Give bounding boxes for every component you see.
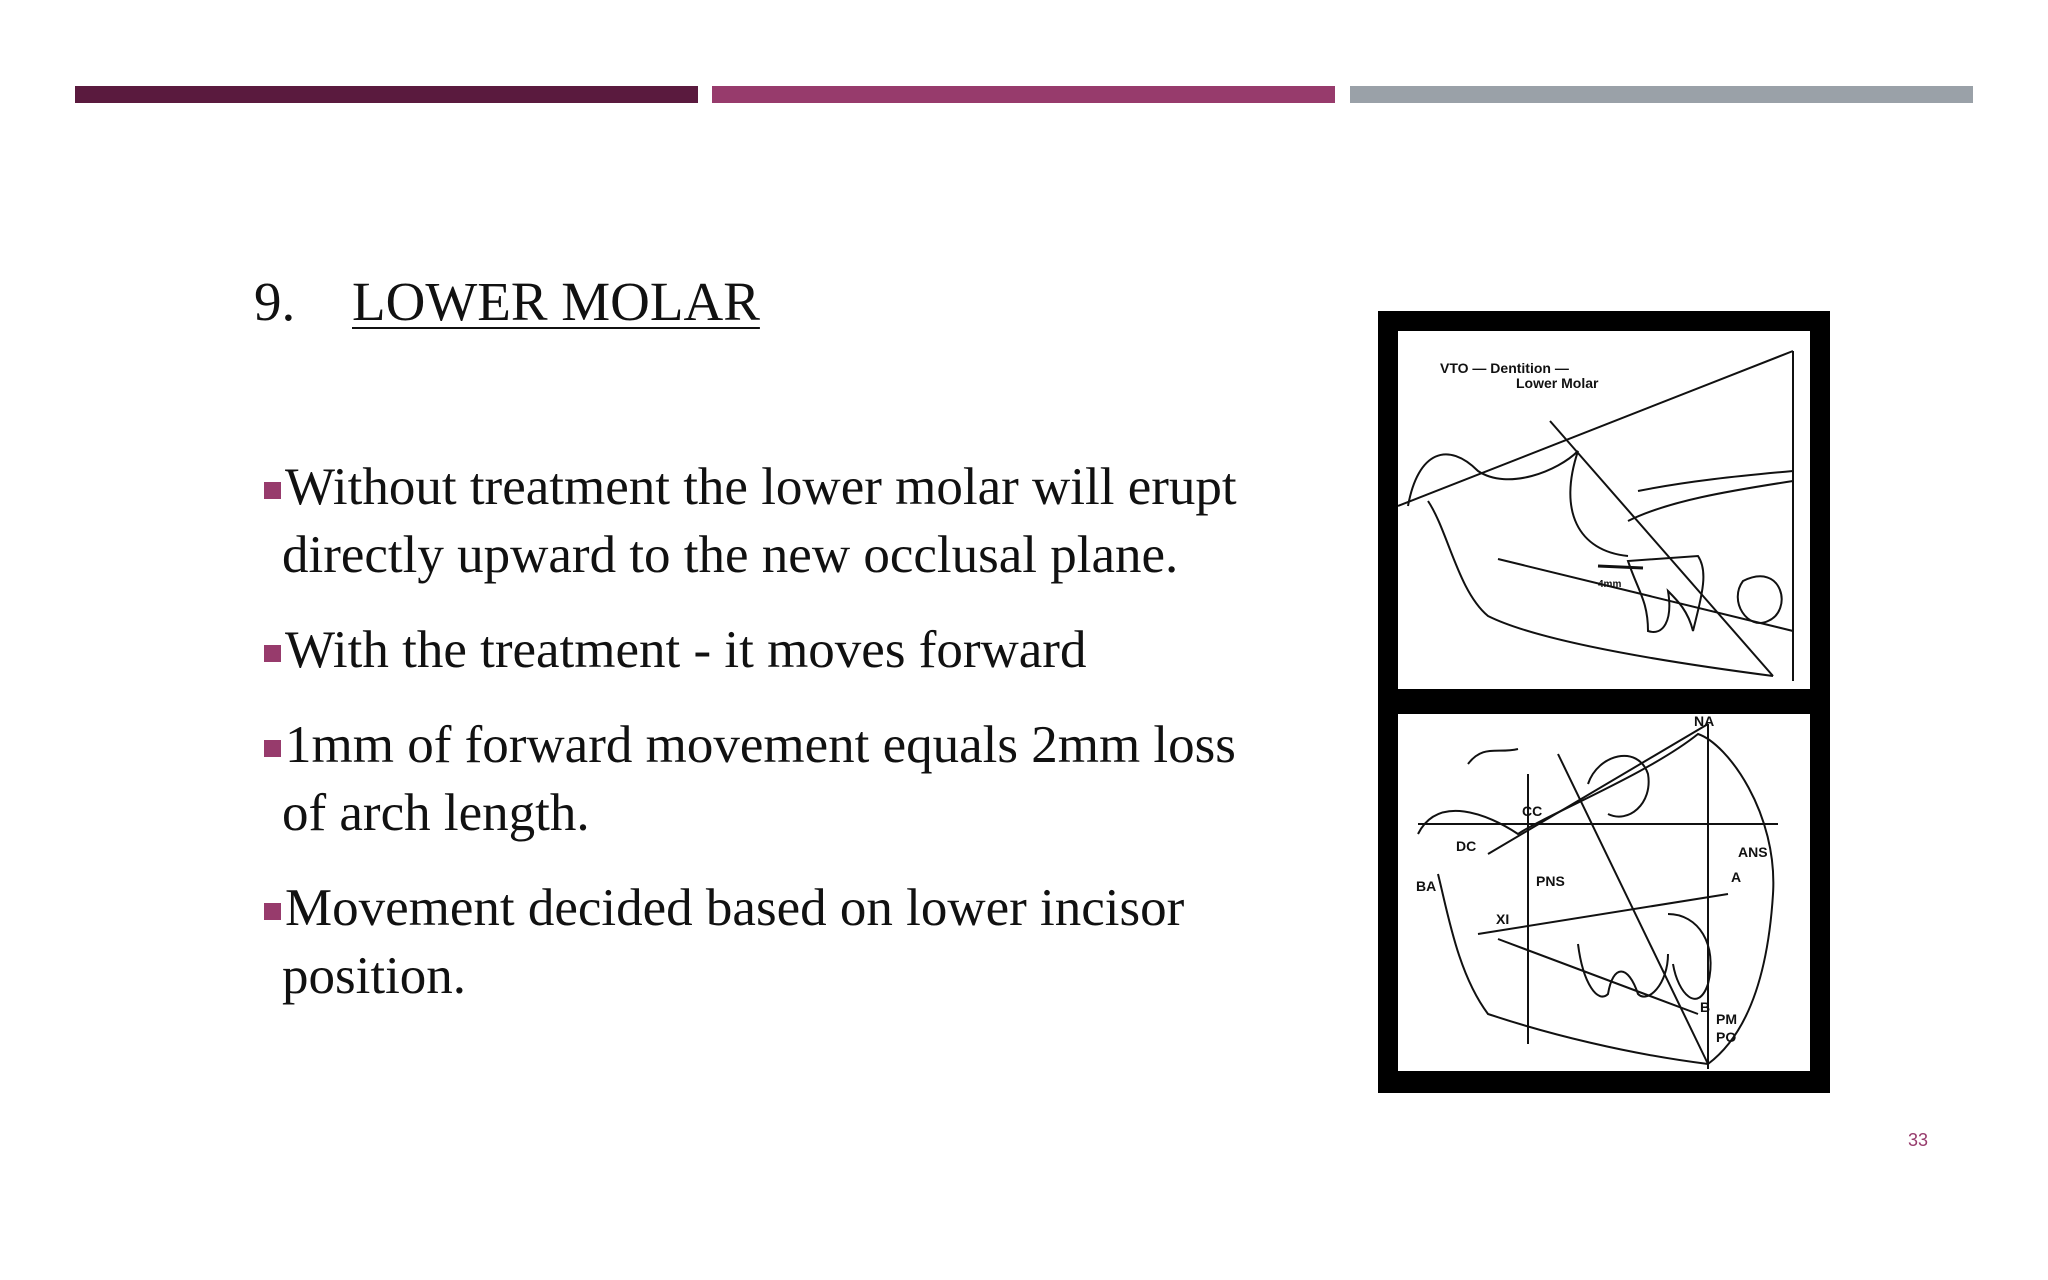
bullet-text: 1mm of forward movement equals 2mm loss of arch length. [282, 716, 1236, 842]
landmark-label: XI [1496, 911, 1510, 927]
landmark-label: BA [1416, 878, 1437, 894]
square-bullet-icon [264, 645, 281, 662]
bullet-text: With the treatment - it moves forward [285, 621, 1087, 679]
slide-heading [254, 270, 760, 333]
bullet-item [262, 874, 1262, 1010]
bullet-item [262, 711, 1262, 847]
heading-number: 9. [254, 271, 296, 332]
landmark-label: PM [1716, 1011, 1737, 1027]
square-bullet-icon [264, 740, 281, 757]
header-bar-dark [75, 86, 698, 103]
bullet-text: Without treatment the lower molar will erupt directly upward to the new occlusal plane. [282, 458, 1237, 584]
landmark-label: B [1700, 999, 1711, 1015]
vto-tracing-drawing [1398, 331, 1810, 689]
landmark-label: CC [1522, 803, 1543, 819]
cephalometric-landmarks-tracing [1398, 714, 1810, 1071]
bullet-text: Movement decided based on lower incisor position. [282, 879, 1185, 1005]
landmark-label: PNS [1536, 873, 1565, 889]
bullet-item [262, 616, 1262, 684]
landmark-label: NA [1694, 714, 1715, 729]
header-bar-grey [1350, 86, 1973, 103]
landmark-label: ANS [1738, 844, 1768, 860]
landmark-label: PO [1716, 1029, 1737, 1045]
landmark-label: A [1731, 869, 1742, 885]
tracing-title-line2: Lower Molar [1516, 375, 1599, 391]
bullet-item [262, 453, 1262, 589]
cephalometric-figure [1378, 311, 1830, 1093]
tracing-title-line1: VTO — Dentition — [1440, 360, 1569, 376]
tracing-measure: 4mm [1598, 579, 1622, 590]
square-bullet-icon [264, 903, 281, 920]
page-number: 33 [1908, 1130, 1929, 1150]
bullet-list [262, 453, 1262, 1037]
landmark-tracing-drawing [1398, 714, 1810, 1071]
header-bar-accent [712, 86, 1335, 103]
heading-title: LOWER MOLAR [352, 271, 760, 332]
square-bullet-icon [264, 482, 281, 499]
landmark-label: DC [1456, 838, 1477, 854]
vto-lower-molar-tracing [1398, 331, 1810, 689]
